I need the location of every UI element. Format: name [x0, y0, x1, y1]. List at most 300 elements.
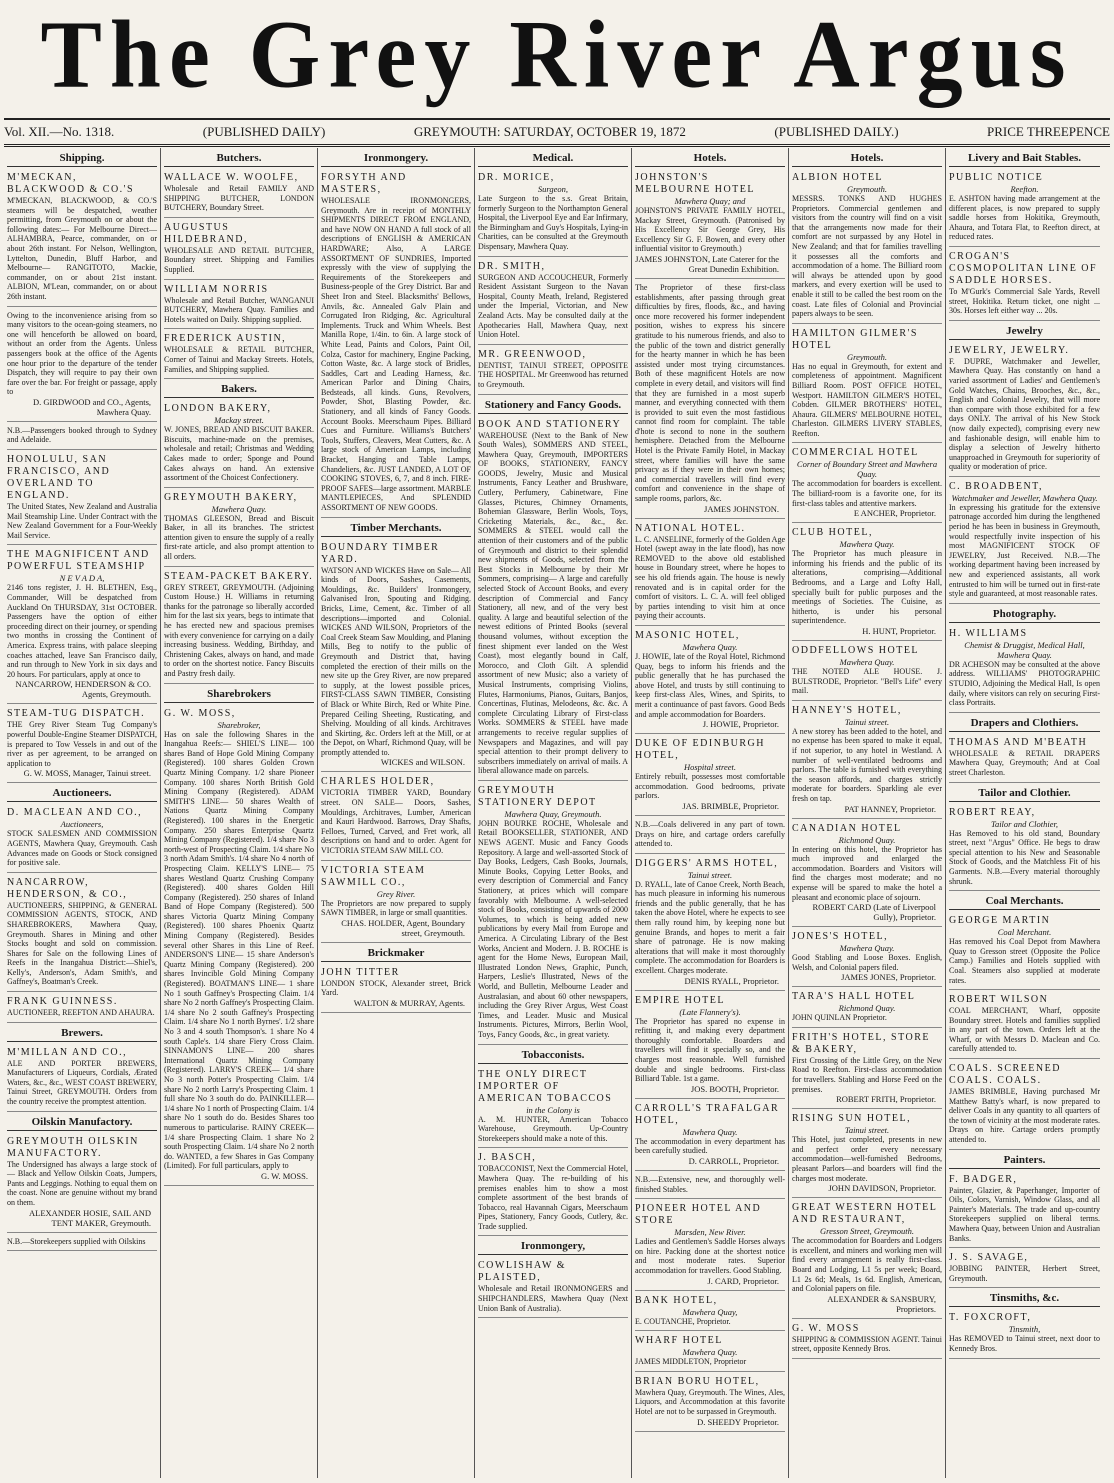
ad-body: 2146 tons register, J. H. BLETHEN, Esq., Commander, Will be despatched from Auckland On THURSDAY, 31st OCTOBER. Passengers have the option of either proceeding direct on their journey, or spending two months in crossing the Continent of America. Express trains, with palace sleeping coaches attached, leave San Francisco daily, and run through to New York in six days and 20 hours. For particulars, apply at once to: [7, 583, 157, 679]
advertisement: [164, 401, 314, 488]
advertisement: [478, 1067, 628, 1149]
ad-subtitle: in the Colony is: [526, 1104, 580, 1115]
section-heading: Shipping.: [7, 150, 157, 167]
column-2: [161, 148, 318, 1478]
ad-body: Good Stabling and Loose Boxes. English, Welsh, and Colonial papers filed.: [792, 953, 942, 972]
ad-title: RISING SUN HOTEL,: [792, 1113, 912, 1125]
ad-body: JOBBING PAINTER, Herbert Street, Greymouth.: [949, 1264, 1100, 1283]
ad-body: J. HOWIE, late of the Royal Hotel, Richmond Quay, begs to inform his friends and the public generally that he has purchased the above Hotel, and trusts by still continuing to keep first-class Ales, Wines, and Spirits, to merit a continuance of past favors. Good Beds and ample accommodation for Boarders.: [635, 651, 785, 719]
ad-body: L. C. ANSELINE, formerly of the Golden Age Hotel (swept away in the late flood), has now REMOVED to the above old established house in Boundary street, where he hopes to see his old friends again. The house is newly renovated and is in capital order for the comfort of visitors. L. C. A. will feel obliged by parties intending to visit him at once paying their accounts.: [635, 534, 785, 621]
ad-title: DR. MORICE,: [478, 172, 555, 183]
ad-body: STOCK SALESMEN AND COMMISSION AGENTS, Mawhera Quay, Greymouth. Cash Advances made on Goods or Stock consigned for positive sale.: [7, 829, 157, 868]
ad-signature: JAS. BRIMBLE, Proprietor.: [682, 800, 779, 811]
ad-subtitle: Tainui street.: [844, 1125, 890, 1136]
advertisement: [7, 875, 157, 992]
advertisement: [635, 1293, 785, 1332]
section-heading: Sharebrokers: [164, 686, 314, 703]
ad-signature: JOS. BOOTH, Proprietor.: [690, 1083, 779, 1094]
advertisement: [164, 282, 314, 330]
ad-title: ALBION HOTEL: [792, 172, 884, 183]
advertisement: [792, 525, 942, 641]
ad-body: ALE AND PORTER BREWERS, Manufacturers of Liqueurs, Cordials, Ærated Waters, &c., &c., WEST COAST BREWERY, Tainui Street, GREYMOUTH. Orders from the country receive the promptest attention.: [7, 1058, 157, 1107]
advertisement: [635, 856, 785, 991]
ad-title: M'MECKAN, BLACKWOOD & CO.'S: [7, 172, 135, 195]
ad-title: JOHNSTON'S MELBOURNE HOTEL: [635, 172, 755, 195]
ad-title: T. FOXCROFT,: [949, 1312, 1032, 1324]
advertisement: [7, 547, 157, 704]
ad-subtitle: Mawhera Quay.: [211, 503, 267, 514]
advertisement: [478, 259, 628, 345]
ad-title: BANK HOTEL,: [635, 1294, 718, 1306]
section-heading: Bakers.: [164, 381, 314, 398]
ad-subtitle: Tinsmith,: [1008, 1324, 1041, 1335]
ad-title: GEORGE MARTIN: [949, 915, 1051, 927]
ad-title: NANCARROW, HENDERSON, & CO.,: [7, 876, 128, 900]
section-heading: Ironmongery,: [478, 1238, 628, 1255]
ad-subtitle: Tainui street.: [687, 869, 733, 880]
ad-title: ODDFELLOWS HOTEL: [792, 645, 920, 656]
ad-signature: ROBERT CARD (Late of Liverpool Gully), Proprietor.: [812, 902, 936, 923]
advertisement: [321, 540, 471, 773]
advertisement: [321, 863, 471, 943]
ad-body: WAREHOUSE (Next to the Bank of New South Wales), SOMMERS AND STEEL, Mawhera Quay, Greymouth, IMPORTERS OF BOOKS, STATIONERY, FANCY GOODS, Jewelry, Music and Musical Instruments, Fancy Leather and Brushware, Cutlery, Perfumery, Cabinetware, Fine Glasses, Pictures, Chimney Ornaments, Bohemian Glassware, Berlin Wools, Toys, Cricketing Materials, &c., &c., &c. SOMMERS & STEEL would call the attention of their customers and of the public of Greymouth and district to their splendid new shipments of Goods, selected from the Best Stocks in Melbourne by their Mr Sommers, comprising— A large and carefully selected Stock of Account Books, and every description of Commercial and Fancy Stationery, all new, and of the very best quality. A large and beautiful selection of the newest editions of Printed Books (several thousand volumes, without exception the finest shipment ever landed on the West Coast), most elegantly bound in Calf, Morocco, and Cloth Gilt. A splendid assortment of new Music; also a variety of Musical Instruments, comprising Violins, Flutes, Harmoniums, Pianos, Guitars, Banjos, Concertinas, Flutinas, Melodeons, &c. &c. A complete Circulating Library of First-class Works. SOMMERS & STEEL have made arrangements to receive regular supplies of Newspapers and Magazines, and will pay special attention to their prompt delivery to subscribers immediately on arrival of mails. A liberal allowance made on parcels.: [478, 430, 628, 776]
section-heading: Livery and Bait Stables.: [949, 150, 1100, 167]
advertisement: [949, 735, 1100, 783]
ad-body: JOHN QUINLAN Proprietor.: [792, 1013, 887, 1023]
column-7: [946, 148, 1103, 1478]
advertisement: [7, 452, 157, 545]
ad-body: W. JONES, BREAD AND BISCUIT BAKER. Biscuits, machine-made on the premises, wholesale and retail; Christmas and Wedding Cakes made to order; Sponge and Pound Cakes always on hand. An extensive assortment of the Choicest Confectionery.: [164, 425, 314, 483]
ad-body: THOMAS GLEESON, Bread and Biscuit Baker, in all its branches. The strictest attention given to ensure the supply of a really first-rate article, and also prompt attention to all orders.: [164, 513, 314, 562]
ad-title: GREYMOUTH STATIONERY DEPOT: [478, 784, 597, 808]
ad-title: HANNEY'S HOTEL,: [792, 704, 902, 716]
ad-body: N.B.—Storekeepers supplied with Oilskins: [7, 1236, 146, 1246]
ad-title: THE MAGNIFICENT AND POWERFUL STEAMSHIP: [7, 549, 150, 573]
ad-subtitle: Tainui street.: [844, 716, 890, 727]
ad-title: WILLIAM NORRIS: [164, 283, 269, 295]
ad-body: THE Grey River Steam Tug Company's powerful Double-Engine Steamer DISPATCH, is prepared to Tow Vessels in and out of the river as per agreement, to be arranged on application to: [7, 720, 157, 768]
advertisement: [635, 628, 785, 734]
ad-body: Entirely rebuilt, possesses most comfortable accommodation. Good bedrooms, private parlors.: [635, 772, 785, 801]
publication-note-right: (PUBLISHED DAILY.): [774, 124, 899, 139]
advertisement: [7, 309, 157, 422]
advertisement: [321, 170, 471, 518]
advertisement: [949, 1250, 1100, 1288]
ad-body: Late Surgeon to the s.s. Great Britain, formerly Surgeon to the Northampton General Hospital, the Liverpool Eye and Ear Infirmary, the Birmingham and Guy's Hospitals, Lying-in Charities, can be consulted at the Greymouth Dispensary, Mawhera Quay.: [478, 194, 628, 251]
ad-body: Painter, Glazier, & Paperhanger, Importer of Oils, Colors, Varnish, Window Glass, and all Painter's Materials. The trade and up-country Storekeepers supplied on liberal terms. Mawhera Quay, between Union and Australian Banks.: [949, 1185, 1100, 1243]
advertisement: [635, 521, 785, 626]
ad-signature: JAMES JONES, Proprietor.: [841, 972, 936, 983]
advertisement: [635, 818, 785, 854]
ad-subtitle: Coal Merchant.: [997, 927, 1052, 938]
ad-body: The Undersigned has always a large stock of— Black and Yellow Oilskin Coats, Jumpers, Pants and Leggings. Nothing to equal them on the coast. None are genuine without my brand on them.: [7, 1159, 157, 1207]
ad-title: G. W. MOSS,: [164, 707, 236, 719]
ad-title: FREDERICK AUSTIN,: [164, 333, 287, 345]
ad-title: C. BROADBENT,: [949, 480, 1044, 492]
advertisement: [7, 994, 157, 1023]
ad-signature: G. W. MOSS.: [260, 1170, 308, 1181]
ad-signature: G. W. MOSS, Manager, Tainui street.: [23, 768, 151, 779]
ad-title: NATIONAL HOTEL.: [635, 522, 746, 534]
advertisement: [792, 643, 942, 701]
advertisement: [792, 703, 942, 819]
masthead: [0, 0, 1114, 108]
ad-title: BOUNDARY TIMBER YARD.: [321, 541, 440, 565]
ad-title: F. BADGER,: [949, 1173, 1018, 1185]
ad-title: GREAT WESTERN HOTEL AND RESTAURANT,: [792, 1202, 937, 1226]
ad-subtitle: Gresson Street, Greymouth.: [820, 1226, 914, 1237]
column-4: [475, 148, 632, 1478]
ad-subtitle: Auctioneers,: [60, 819, 104, 830]
ad-subtitle: Mawhera Quay; and: [674, 196, 746, 206]
advertisement: [635, 281, 785, 519]
price: PRICE THREEPENCE: [987, 124, 1110, 139]
ad-title: ROBERT WILSON: [949, 994, 1049, 1006]
advertisement: [635, 1333, 785, 1372]
ad-body: COAL MERCHANT, Wharf, opposite Boundary street. Hotels and families supplied in any part of the town. Orders left at the Wharf, or with Messrs D. Maclean and Co. carefully attended to.: [949, 1006, 1100, 1054]
ad-subtitle: Mawhera Quay.: [839, 657, 895, 667]
masthead-title: The Grey River Argus: [40, 0, 1074, 108]
ad-title: JOHN TITTER: [321, 966, 400, 978]
ad-title: VICTORIA STEAM SAWMILL CO.,: [321, 864, 426, 888]
ad-subtitle: Mawhera Quay.: [682, 641, 738, 652]
ad-body: Has no equal in Greymouth, for extent and completeness of appointment. Magnificent Billiard Room. POST OFFICE HOTEL, Westport. HAMILTON GILMER'S HOTEL, Cobden. GILMER BROTHERS' HOTEL, Ahaura. GILMERS' MELBOURNE HOTEL, Charleston. GILMERS LIVERY STABLES, Reefton.: [792, 361, 942, 438]
ad-title: G. W. MOSS: [792, 1322, 860, 1334]
ad-title: WHARF HOTEL: [635, 1335, 723, 1347]
ad-title: JEWELRY, JEWELRY.: [949, 344, 1070, 356]
ad-body: WHOLESALE & RETAIL BUTCHER, Corner of Tainui and Mackay Streets. Hotels, Families, and Shipping supplied.: [164, 345, 314, 374]
ad-subtitle: Hospital street.: [683, 762, 737, 773]
columns: [4, 148, 1110, 1478]
ad-signature: JAMES JOHNSTON.: [704, 503, 779, 514]
ad-body: Has REMOVED to Tainui street, next door to Kennedy Bros.: [949, 1334, 1100, 1353]
advertisement: [321, 965, 471, 1013]
publication-note-left: (PUBLISHED DAILY): [202, 124, 326, 139]
advertisement: [792, 821, 942, 928]
ad-signature: H. HUNT, Proprietor.: [862, 626, 936, 636]
section-heading: Butchers.: [164, 150, 314, 167]
advertisement: [635, 1173, 785, 1199]
ad-title: DR. SMITH,: [478, 260, 546, 272]
ad-title: DIGGERS' ARMS HOTEL,: [635, 857, 779, 869]
advertisement: [164, 220, 314, 280]
advertisement: [7, 805, 157, 872]
section-heading: Ironmongery.: [321, 150, 471, 167]
ad-title: HONOLULU, SAN FRANCISCO, AND OVERLAND TO ENGLAND.: [7, 454, 111, 502]
advertisement: [7, 424, 157, 450]
advertisement: [949, 479, 1100, 604]
ad-body: In expressing his gratitude for the extensive patronage accorded him during the lengthened period he has been in business in Greymouth, would respectfully invite inspection of his most MAGNIFICENT STOCK OF JEWELRY, Just Received. N.B.—The working department having been increased by new and experienced assistants, all work entrusted to him will be turned out in first-rate style and guaranteed, at most reasonable rates.: [949, 502, 1100, 599]
ad-signature: D. SHEEDY Proprietor.: [697, 1416, 779, 1427]
advertisement: [478, 1258, 628, 1318]
ad-title: DUKE OF EDINBURGH HOTEL,: [635, 738, 765, 762]
dateline: [4, 118, 1110, 147]
ad-subtitle: Richmond Quay.: [838, 834, 896, 845]
ad-body: WATSON AND WICKES Have on Sale— All kinds of Doors, Sashes, Casements, Mouldings, &c. Builders' Ironmongery, Galvanised Iron, Spouting and Ridging. Bricks, Lime, Cement, &c. Timber of all descriptions—imported and Colonial. WICKES AND WILSON, Proprietors of the Coal Creek Steam Saw Moulding, and Planing Mills, Beg to notify to the public of Greymouth and District that, having completed the erection of their mills on the new site up the Grey River, are now prepared to supply, at the lowest possible prices, FIRST-CLASS SAWN TIMBER, Consisting of Black or White Birch, Red or White Pine. Prepared Ceiling Sheeting, Rusticating, and Shelving. Moulding of all kinds. Architraves and Skirting, &c. Orders left at the Mill, or at the Depot, on Wharf, Richmond Quay, will be promptly attended to.: [321, 565, 471, 757]
ad-body: N.B.—Coals delivered in any part of town. Drays on hire, and cartage orders carefully attended to.: [635, 819, 785, 849]
ad-signature: WALTON & MURRAY, Agents.: [353, 998, 465, 1008]
ad-signature: J. CARD, Proprietor.: [707, 1275, 779, 1286]
ad-body: LONDON STOCK, Alexander street, Brick Yard.: [321, 978, 471, 998]
advertisement: [949, 1061, 1100, 1150]
advertisement: [792, 1200, 942, 1319]
ad-subtitle: Mackay street.: [214, 415, 264, 426]
ad-signature: JAMES JOHNSTON, Late Caterer for the Great Dunedin Exhibition.: [635, 253, 779, 274]
advertisement: [949, 249, 1100, 321]
ad-body: AUCTIONEER, REEFTON AND AHAURA.: [7, 1008, 155, 1018]
ad-subtitle: Grey River.: [376, 888, 416, 899]
advertisement: [7, 1235, 157, 1252]
ad-body: JOHN BOURKE ROCHE, Wholesale and Retail BOOKSELLER, STATIONER, AND NEWS AGENT. Music and Fancy Goods Repository. A large and well-assorted Stock of Day Books, Ledgers, Cash Books, Journals, Minute Books, Copying Letter Books, and every description of Commercial and Fancy Stationery, at prices which will compare favorably with Melbourne. A well-selected stock of Books, consisting of upwards of 2000 Volumes, to which is being added new publications by every Mail from Europe and America. A Circulating Library of the Best Works, Ancient and Modern. J. B. ROCHE is agent for the Home News, European Mail, Illustrated London News, Graphic, Punch, Harpers, Leslie's Illustrated, News of the World, and Bulletin, Melbourne Leader and Australasian, and about 60 other newspapers, including the Grey River Argus, West Coast Times, and Leader. Music and Musical Instruments. Pictures, Mirrors, Berlin Wool, Toys, Fancy Goods, &c., in great variety.: [478, 818, 628, 1039]
ad-subtitle: Watchmaker and Jeweller, Mawhera Quay.: [951, 492, 1098, 503]
ad-title: STEAM-PACKET BAKERY.: [164, 570, 314, 582]
ad-body: WHOLESALE AND RETAIL BUTCHER, Boundary street. Shipping and Families Supplied.: [164, 245, 314, 274]
ad-title: HAMILTON GILMER'S HOTEL: [792, 327, 918, 351]
ad-title: TARA'S HALL HOTEL: [792, 991, 916, 1003]
ad-subtitle: Chemist & Druggist, Medical Hall, Mawhera Quay.: [964, 639, 1085, 660]
ad-signature: JOHN DAVIDSON, Proprietor.: [828, 1183, 936, 1194]
ad-title: COWLISHAW & PLAISTED,: [478, 1260, 567, 1284]
ad-body: A new storey has been added to the hotel, and no expense has been spared to make it equal, if not superior, to any hotel in Westland. A number of well-ventilated bedrooms and parlors. The table is furnished with everything the season affords, and charges strictly moderate for boarders. Sparkling ale ever fresh on tap.: [792, 726, 942, 803]
ad-title: CANADIAN HOTEL: [792, 822, 902, 834]
ad-signature: E ANCHER, Proprietor.: [853, 508, 936, 519]
ad-title: THE ONLY DIRECT IMPORTER OF AMERICAN TOBACCOS: [478, 1068, 613, 1104]
advertisement: [949, 626, 1100, 713]
ad-body: E. COUTANCHE, Proprietor.: [635, 1316, 731, 1326]
advertisement: [949, 1310, 1100, 1358]
ad-signature: WICKES and WILSON.: [380, 757, 465, 768]
advertisement: [478, 783, 628, 1045]
advertisement: [7, 1134, 157, 1233]
ad-subtitle: Richmond Quay.: [838, 1003, 896, 1014]
advertisement: [635, 1101, 785, 1171]
ad-body: First Crossing of the Little Grey, on the New Road to Reefton. First-class accommodation for travellers. Stabling and Horse Feed on the premises.: [792, 1055, 942, 1094]
ad-title: THOMAS AND M'BEATH: [949, 736, 1088, 748]
advertisement: [478, 417, 628, 781]
ad-body: Has removed his Coal Depot from Mawhera Quay to Gresson street (Opposite the Police Camp.) Families and Hotels supplied with Coal. Steamers also supplied at moderate rates.: [949, 937, 1100, 985]
section-heading: Tailor and Clothier.: [949, 785, 1100, 802]
advertisement: [164, 706, 314, 1186]
ad-body: To M'Gurk's Commercial Sale Yards, Revell street, Hokitika. Return ticket, one night ... 30s. Horses left either way ... 20s.: [949, 286, 1100, 316]
ad-title: BOOK AND STATIONERY: [478, 418, 622, 430]
ad-body: The Proprietor has spared no expense in refitting it, and making every department thoroughly comfortable. Boarders and travellers will find it specially so, and the charges most reasonable. Well furnished double and single bedrooms. First-class Billiard Table. 1st a game.: [635, 1016, 785, 1084]
column-3: [318, 148, 475, 1478]
ad-subtitle: Greymouth.: [846, 351, 888, 362]
advertisement: [478, 170, 628, 257]
ad-title: D. MACLEAN AND CO.,: [7, 807, 143, 819]
section-heading: Stationery and Fancy Goods.: [478, 397, 628, 414]
column-1: [4, 148, 161, 1478]
ad-body: DR ACHESON may be consulted at the above address. WILLIAMS' PHOTOGRAPHIC STUDIO, Adjoining the Medical Hall, Is open daily, where visitors can rely on securing First-class Portraits.: [949, 659, 1100, 708]
ad-signature: ALEXANDER & SANSBURY, Proprietors.: [827, 1293, 936, 1314]
ad-body: DENTIST, TAINUI STREET, OPPOSITE THE HOSPITAL. Mr Greenwood has returned to Greymouth.: [478, 360, 628, 389]
ad-subtitle: (Late Flannery's).: [679, 1006, 741, 1017]
section-heading: Coal Merchants.: [949, 893, 1100, 910]
ad-title: J. S. SAVAGE,: [949, 1252, 1029, 1264]
ad-title: MASONIC HOTEL,: [635, 629, 740, 641]
advertisement: [792, 326, 942, 444]
section-heading: Jewelry: [949, 323, 1100, 340]
ad-body: AUCTIONEERS, SHIPPING, & GENERAL COMMISSION AGENTS, STOCK, AND SHAREBROKERS, Mawhera Quay, Greymouth. Shares in Mining and other Stocks bought and sold on commission. Shares for Sale on the following Lines of Reefs in the Inangahua District:—Shiel's, Kelly's, Anderson's, Adam Smith's, and Gaffney's, Boatman's Creek.: [7, 900, 157, 987]
ad-signature: DENIS RYALL, Proprietor.: [684, 975, 779, 986]
ad-subtitle: Mawhera Quay.: [682, 1126, 738, 1137]
ad-body: E. ASHTON having made arrangement at the different places, is now prepared to supply saddle horses from Hokitika, Greymouth, Ahaura, and Totara Flat, to Reefton direct, at reduced rates.: [949, 194, 1100, 242]
ad-title: GREYMOUTH BAKERY,: [164, 491, 298, 503]
ad-title: JONES'S HOTEL,: [792, 931, 889, 943]
ad-subtitle: Sharebroker,: [217, 719, 261, 730]
ad-body: Mawhera Quay, Greymouth. The Wines, Ales, Liquors, and Accommodation at this favorite Hotel are not to be surpassed in Greymouth.: [635, 1387, 785, 1416]
advertisement: [949, 992, 1100, 1059]
section-heading: Photography.: [949, 606, 1100, 623]
ad-body: THE NOTED ALE HOUSE. J. BULSTRODE, Proprietor. "Bell's Life" every mail.: [792, 667, 942, 696]
ad-body: D. RYALL, late of Canoe Creek, North Beach, has much pleasure in informing his numerous friends and the public generally, that he has taken the above Hotel, where he expects to see them rally round him, by keeping none but genuine Brands, and hopes to merit a fair share of patronage. He is now making alterations that will make it most thoroughly complete. The accommodation for Boarders is excellent. Charges moderate.: [635, 879, 785, 976]
ad-title: PUBLIC NOTICE: [949, 172, 1044, 183]
ad-body: This Hotel, just completed, presents in new and perfect order every necessary accommodation—well-furnished Bedrooms, pleasant Parlors—and boarders will find the charges most moderate.: [792, 1135, 942, 1183]
section-heading: Tinsmiths, &c.: [949, 1290, 1100, 1307]
advertisement: [949, 1172, 1100, 1249]
advertisement: [949, 805, 1100, 892]
column-5: [632, 148, 789, 1478]
ad-body: JAMES BRIMBLE, Having purchased Mr Matthew Batty's wharf, is now prepared to deliver Coals in any quantity to all quarters of the town of vicinity at the most moderate rates. Drays on hire. Cartage orders promptly attended to.: [949, 1087, 1100, 1145]
ad-subtitle: Corner of Boundary Street and Mawhera Quay.: [796, 459, 938, 480]
advertisement: [635, 1374, 785, 1432]
place-and-date: GREYMOUTH: SATURDAY, OCTOBER 19, 1872: [413, 124, 686, 139]
ad-title: H. WILLIAMS: [949, 627, 1028, 639]
ad-title: ROBERT REAY,: [949, 806, 1036, 818]
ad-signature: NANCARROW, HENDERSON & CO. Agents, Greymouth.: [15, 679, 151, 700]
ad-subtitle: Mawhera Quay.: [839, 943, 895, 954]
ad-title: PIONEER HOTEL AND STORE: [635, 1203, 762, 1227]
ad-title: STEAM-TUG DISPATCH.: [7, 708, 146, 720]
advertisement: [792, 445, 942, 523]
advertisement: [635, 993, 785, 1099]
ad-body: Wholesale and Retail Butcher, WANGANUI BUTCHERY, Mawhera Quay. Families and Hotels waited on Daily. Shipping supplied.: [164, 295, 314, 324]
ad-title: COMMERCIAL HOTEL: [792, 447, 919, 459]
advertisement: [164, 490, 314, 567]
column-6: [789, 148, 946, 1478]
advertisement: [792, 1030, 942, 1109]
ad-body: SURGEON AND ACCOUCHEUR, Formerly Resident Assistant Surgeon to the Navan Hospital, County Meath, Ireland, Registered under the Imperial, Victorian, and New Zealand Acts. May be consulted daily at the Apothecaries Hall, Mawhera Quay, next Union Hotel.: [478, 272, 628, 340]
advertisement: [792, 170, 942, 324]
volume-number: Vol. XII.—No. 1318.: [4, 124, 115, 139]
ad-body: WHOLESALE IRONMONGERS, Greymouth. Are in receipt of MONTHLY SHIPMENTS DIRECT FROM ENGLAND, and have NOW ON HAND A full stock of all descriptions of ENGLISH & AMERICAN HARDWARE; Also, A LARGE ASSORTMENT OF SUNDRIES, Imported expressly with the view of supplying the Requirements of the Storekeepers and Business-people of the Grey District. Bar and Sheet Iron and Steel. Blacksmiths' Bellows, Anvils, &c. Annealed Galv Plain and Corrugated Iron Ridging, &c. Agricultural Implements. Truck and Whim Wheels. Best Manilla Rope, 1/4in. to 6in. A large stock of White Lead, Paints and Colors, Paint Oil, Colza, Castor for machinery, Engine Packing, Cotton Waste, &c. A large stock of Bridles, Saddles, Cart and Leading Harness, &c. American Parlor and Dining Chairs, Bedsteads, all kinds. Guns, Revolvers, Powder, Shot, Blasting Powder, &c. Stationery, and all kinds of Fancy Goods. Account Books. Meerschaum Pipes. Billiard Cues and Furniture. Williams's Butchers' Tools, Stuffers, Cleavers, Meat Cutters, &c. A large stock of American Lamps, including Bracket, Hanging and Table Lamps, Chandeliers, &c. JUST LANDED, A LOT OF COOKING STOVES, 6, 7, and 8 inch. FIRE-PROOF SAFES—large assortment. MARBLE MANTLEPIECES, And SPLENDID ASSORTMENT OF NEW GOODS.: [321, 196, 471, 512]
advertisement: [792, 929, 942, 987]
ad-title: COALS. SCREENED COALS. COALS.: [949, 1063, 1061, 1087]
ad-title: FORSYTH AND MASTERS,: [321, 172, 407, 195]
ad-body: Wholesale and Retail IRONMONGERS and SHIPCHANDLERS, Mawhera Quay (Next Union Bank of Australia).: [478, 1284, 628, 1313]
ad-title: AUGUSTUS HILDEBRAND,: [164, 221, 248, 245]
advertisement: [635, 1201, 785, 1290]
ad-title: GREYMOUTH OILSKIN MANUFACTORY.: [7, 1135, 139, 1159]
advertisement: [478, 1150, 628, 1236]
section-heading: Oilskin Manufactory.: [7, 1114, 157, 1131]
ad-subtitle: N E V A D A,: [59, 573, 105, 584]
advertisement: [949, 343, 1100, 477]
advertisement: [7, 1045, 157, 1112]
ad-subtitle: Greymouth.: [846, 184, 888, 194]
ad-body: The Proprietor of these first-class establishments, after passing through great difficulties by fires, floods, &c., and having once more recovered his former independent position, wishes to express his sincere gratitude to his numerous friends, and also to the public of the town and district generally for the hearty manner in which he has been assisted under most trying circumstances. Both of these magnificent Hotels are now complete in every detail, and visitors will find that they are furnished in a most superb manner, and everything connected with them is provided to suit even the most fastidious cannot find room for complaint. The table d'hote is second to none in the southern hemisphere. Detached from the Melbourne Hotel is the Private Family Hotel, in Mackay street, where families will have the same privacy as if they were in their own homes; and commercial travellers will find every comfort and convenience in the shape of sample rooms, parlors, &c.: [635, 282, 785, 504]
advertisement: [792, 1111, 942, 1198]
ad-subtitle: Tailor and Clothier,: [991, 818, 1058, 829]
advertisement: [164, 331, 314, 379]
ad-body: The accommodation for Boarders and Lodgers is excellent, and miners and working men will find every arrangement is really first-class. Board and Lodging, L1 5s per week; Board, L1 2s 6d; Meals, 1s 6d. English, American, and Colonial papers on file.: [792, 1236, 942, 1294]
ad-body: VICTORIA TIMBER YARD, Boundary street. ON SALE— Doors, Sashes, Mouldings, Architraves, Lumber, American and Kauri Hardwood. Barrows, Dray Shafts, Felloes, Turned, Carved, and Fret work, all descriptions on hand and to order. Agent for VICTORIA STEAM SAW MILL CO.: [321, 788, 471, 856]
ad-signature: D. CARROLL, Proprietor.: [688, 1155, 779, 1166]
ad-title: FRANK GUINNESS.: [7, 996, 118, 1008]
ad-title: BRIAN BORU HOTEL,: [635, 1375, 760, 1387]
ad-signature: PAT HANNEY, Proprietor.: [844, 803, 936, 814]
advertisement: [949, 170, 1100, 247]
section-heading: Tobacconists.: [478, 1047, 628, 1064]
ad-title: J. BASCH,: [478, 1152, 537, 1164]
ad-signature: CHAS. HOLDER, Agent, Boundary street, Greymouth.: [341, 917, 465, 938]
section-heading: Drapers and Clothiers.: [949, 715, 1100, 732]
ad-title: M'MILLAN AND CO.,: [7, 1046, 128, 1058]
ad-body: GREY STREET, GREYMOUTH. (Adjoining Custom House.) H. Williams in returning thanks for the patronage so liberally accorded him for the last six years, begs to intimate that he has erected new and spacious premises with every convenience for carrying on a daily increasing business. Wedding, Birthday, and Christening Cakes, always on hand, and made to order on the shortest notice. Fancy Biscuits and Pastry fresh daily.: [164, 582, 314, 678]
ad-title: CLUB HOTEL,: [792, 527, 873, 539]
ad-subtitle: Mawhera Quay.: [839, 539, 895, 550]
ad-body: Wholesale and Retail FAMILY AND SHIPPING BUTCHER, LONDON BUTCHERY, Boundary Street.: [164, 184, 314, 213]
ad-body: The United States, New Zealand and Australia Mail Steamship Line. Under Contract with the New Zealand Government for a Four-Weekly Mail Service.: [7, 502, 157, 540]
section-heading: Timber Merchants.: [321, 520, 471, 537]
ad-subtitle: Mawhera Quay, Greymouth.: [504, 808, 602, 819]
ad-body: Owing to the inconvenience arising from so many visitors to the ocean-going steamers, no one will henceforth be allowed on board, without an order from the Agents. Unless passengers book at the office of the Agents one hour prior to the departure of the tender Dispatch, they will require to pay their own fare over the bar. For freight or passage, apply to: [7, 310, 157, 397]
advertisement: [478, 347, 628, 395]
ad-subtitle: Mawhera Quay.: [682, 1347, 738, 1358]
ad-title: CARROLL'S TRAFALGAR HOTEL,: [635, 1102, 780, 1126]
section-heading: Painters.: [949, 1152, 1100, 1169]
ad-subtitle: Reefton.: [1010, 184, 1039, 194]
ad-body: JOHNSTON'S PRIVATE FAMILY HOTEL, Mackay Street, Greymouth. (Patronised by His Excellency Sir George Grey, His Excellency Sir G. F. Bowen, and every other influential visitor to Greymouth.): [635, 206, 785, 254]
ad-body: The Proprietor has much pleasure in informing his friends and the public of its alterations, comprising—Additional Bedrooms, and a Large and Lofty Hall, specially built for public purposes and the meetings of Societies. The Cuisine, as hitherto, is under his personal superintendence.: [792, 549, 942, 626]
ad-body: WHOLESALE & RETAIL DRAPERS Mawhera Quay, Greymouth; And at Coal street Charleston.: [949, 748, 1100, 777]
advertisement: [164, 170, 314, 218]
ad-subtitle: Marsden, New River.: [674, 1227, 746, 1238]
section-heading: Medical.: [478, 150, 628, 167]
ad-signature: ALEXANDER HOSIE, SAIL AND TENT MAKER, Greymouth.: [29, 1207, 151, 1228]
ad-title: FRITH'S HOTEL, STORE & BAKERY,: [792, 1031, 931, 1055]
ad-signature: ROBERT FRITH, Proprietor.: [836, 1094, 936, 1105]
advertisement: [7, 706, 157, 783]
ad-subtitle: Surgeon,: [537, 184, 569, 194]
ad-body: The accommodation for boarders is excellent. The billiard-room is a favorite one, for its first-class tables and attentive markers.: [792, 479, 942, 508]
advertisement: [792, 1321, 942, 1359]
ad-title: LONDON BAKERY,: [164, 403, 272, 415]
ad-body: TOBACCONIST, Next the Commercial Hotel, Mawhera Quay. The re-building of his premises enables him to show a most complete assortment of the best brands of Tobacco, real Havannah Cigars, Meerschaum Pipes, Stationery, Fancy Goods, Cutlery, &c. Trade supplied.: [478, 1164, 628, 1231]
ad-title: CHARLES HOLDER,: [321, 776, 435, 788]
ad-body: N.B.—Passengers booked through to Sydney and Adelaide.: [7, 425, 157, 445]
ad-signature: J. HOWIE, Proprietor.: [702, 719, 779, 730]
ad-body: Has Removed to his old stand, Boundary street, next "Argus" Office. He begs to draw special attention to his New and Seasonable Stock of Goods, and the Matchless Fit of his Garments. N.B.—Every material thoroughly shrunk.: [949, 828, 1100, 886]
advertisement: [321, 774, 471, 860]
ad-body: In entering on this hotel, the Proprietor has much improved and enlarged the accommodation. Boarders and Visitors will find the charges most moderate; and no expense will be spared to make the hotel a pleasant and economic place of sojourn.: [792, 844, 942, 902]
section-heading: Brickmaker: [321, 945, 471, 962]
ad-body: The Proprietors are now prepared to supply SAWN TIMBER, in large or small quantities.: [321, 898, 471, 918]
section-heading: Hotels.: [792, 150, 942, 167]
ad-body: JAMES MIDDLETON, Proprietor: [635, 1357, 747, 1367]
advertisement: [949, 913, 1100, 990]
advertisement: [7, 170, 157, 307]
advertisement: [635, 736, 785, 816]
advertisement: [164, 569, 314, 684]
ad-title: MR. GREENWOOD,: [478, 348, 587, 360]
section-heading: Auctioneers.: [7, 785, 157, 802]
section-heading: Brewers.: [7, 1025, 157, 1042]
ad-body: A. M. HUNTER, American Tobacco Warehouse, Greymouth. Up-Country Storekeepers should make a note of this.: [478, 1114, 628, 1143]
ad-body: SHIPPING & COMMISSION AGENT. Tainui street, opposite Kennedy Bros.: [792, 1334, 942, 1354]
ad-title: WALLACE W. WOOLFE,: [164, 172, 299, 183]
ad-body: F. DUPRE, Watchmaker and Jeweller, Mawhera Quay. Has constantly on hand a varied assortment of Ladies' and Gentlemen's Gold Watches, Chains, Brooches, &c., &c., English and Colonial Jewelry, that will more than compare with those exhibited for a few days ONLY. The arrival of his New Stock (now daily expected), comprising every new and fashionable design, will enable him to display a selection of Jewelry hitherto unapproached in Greymouth for superiority of quality or moderation of price.: [949, 356, 1100, 472]
